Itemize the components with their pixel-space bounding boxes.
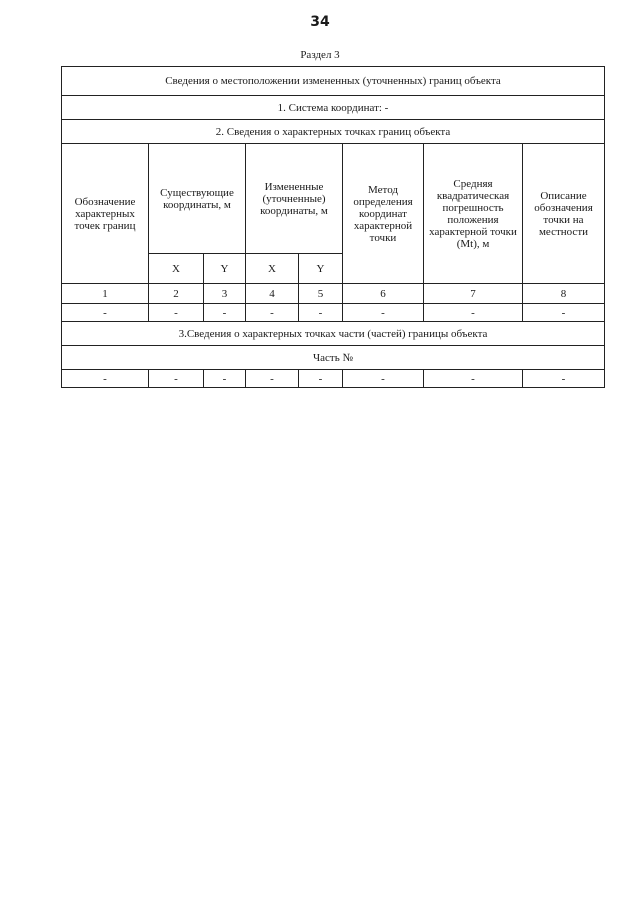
- header-changed-y: Y: [299, 254, 343, 284]
- table-cell: -: [343, 304, 424, 322]
- table-cell: -: [149, 370, 204, 388]
- part-points-heading: 3.Сведения о характерных точках части (частей) границы объекта: [62, 322, 605, 346]
- part-number-row: Часть №: [62, 346, 605, 370]
- table-cell: -: [62, 304, 149, 322]
- header-description: Описание обозначения точки на местности: [523, 144, 605, 284]
- table-title: Сведения о местоположении измененных (уточненных) границ объекта: [62, 67, 605, 96]
- table-cell: -: [523, 304, 605, 322]
- header-method: Метод определения координат характерной точки: [343, 144, 424, 284]
- column-number: 8: [523, 284, 605, 304]
- table-cell: -: [204, 304, 246, 322]
- header-changed-x: X: [246, 254, 299, 284]
- column-number: 2: [149, 284, 204, 304]
- header-changed-coordinates: Измененные (уточненные) координаты, м: [246, 144, 343, 254]
- header-existing-y: Y: [204, 254, 246, 284]
- boundary-points-heading: 2. Сведения о характерных точках границ объекта: [62, 120, 605, 144]
- table-row: [62, 370, 605, 388]
- table-cell: -: [204, 370, 246, 388]
- table-cell: -: [523, 370, 605, 388]
- table-cell: -: [149, 304, 204, 322]
- coordinate-system-row: 1. Система координат: -: [62, 96, 605, 120]
- header-mean-error: Средняя квадратическая погрешность положения характерной точки (Mt), м: [424, 144, 523, 284]
- column-number: 4: [246, 284, 299, 304]
- header-existing-x: X: [149, 254, 204, 284]
- column-number: 5: [299, 284, 343, 304]
- table-cell: -: [246, 370, 299, 388]
- header-designation: Обозначение характерных точек границ: [62, 144, 149, 284]
- table-cell: -: [246, 304, 299, 322]
- section-label: Раздел 3: [300, 49, 340, 61]
- table-cell: -: [424, 304, 523, 322]
- column-number: 7: [424, 284, 523, 304]
- column-number-row: [62, 284, 605, 304]
- table-cell: -: [299, 304, 343, 322]
- column-number: 3: [204, 284, 246, 304]
- table-row: [62, 304, 605, 322]
- column-number: 6: [343, 284, 424, 304]
- table-cell: -: [343, 370, 424, 388]
- header-existing-coordinates: Существующие координаты, м: [149, 144, 246, 254]
- table-cell: -: [299, 370, 343, 388]
- table-cell: -: [424, 370, 523, 388]
- column-number: 1: [62, 284, 149, 304]
- table-cell: -: [62, 370, 149, 388]
- page-number: 34: [310, 14, 330, 30]
- boundary-points-table: [61, 66, 605, 388]
